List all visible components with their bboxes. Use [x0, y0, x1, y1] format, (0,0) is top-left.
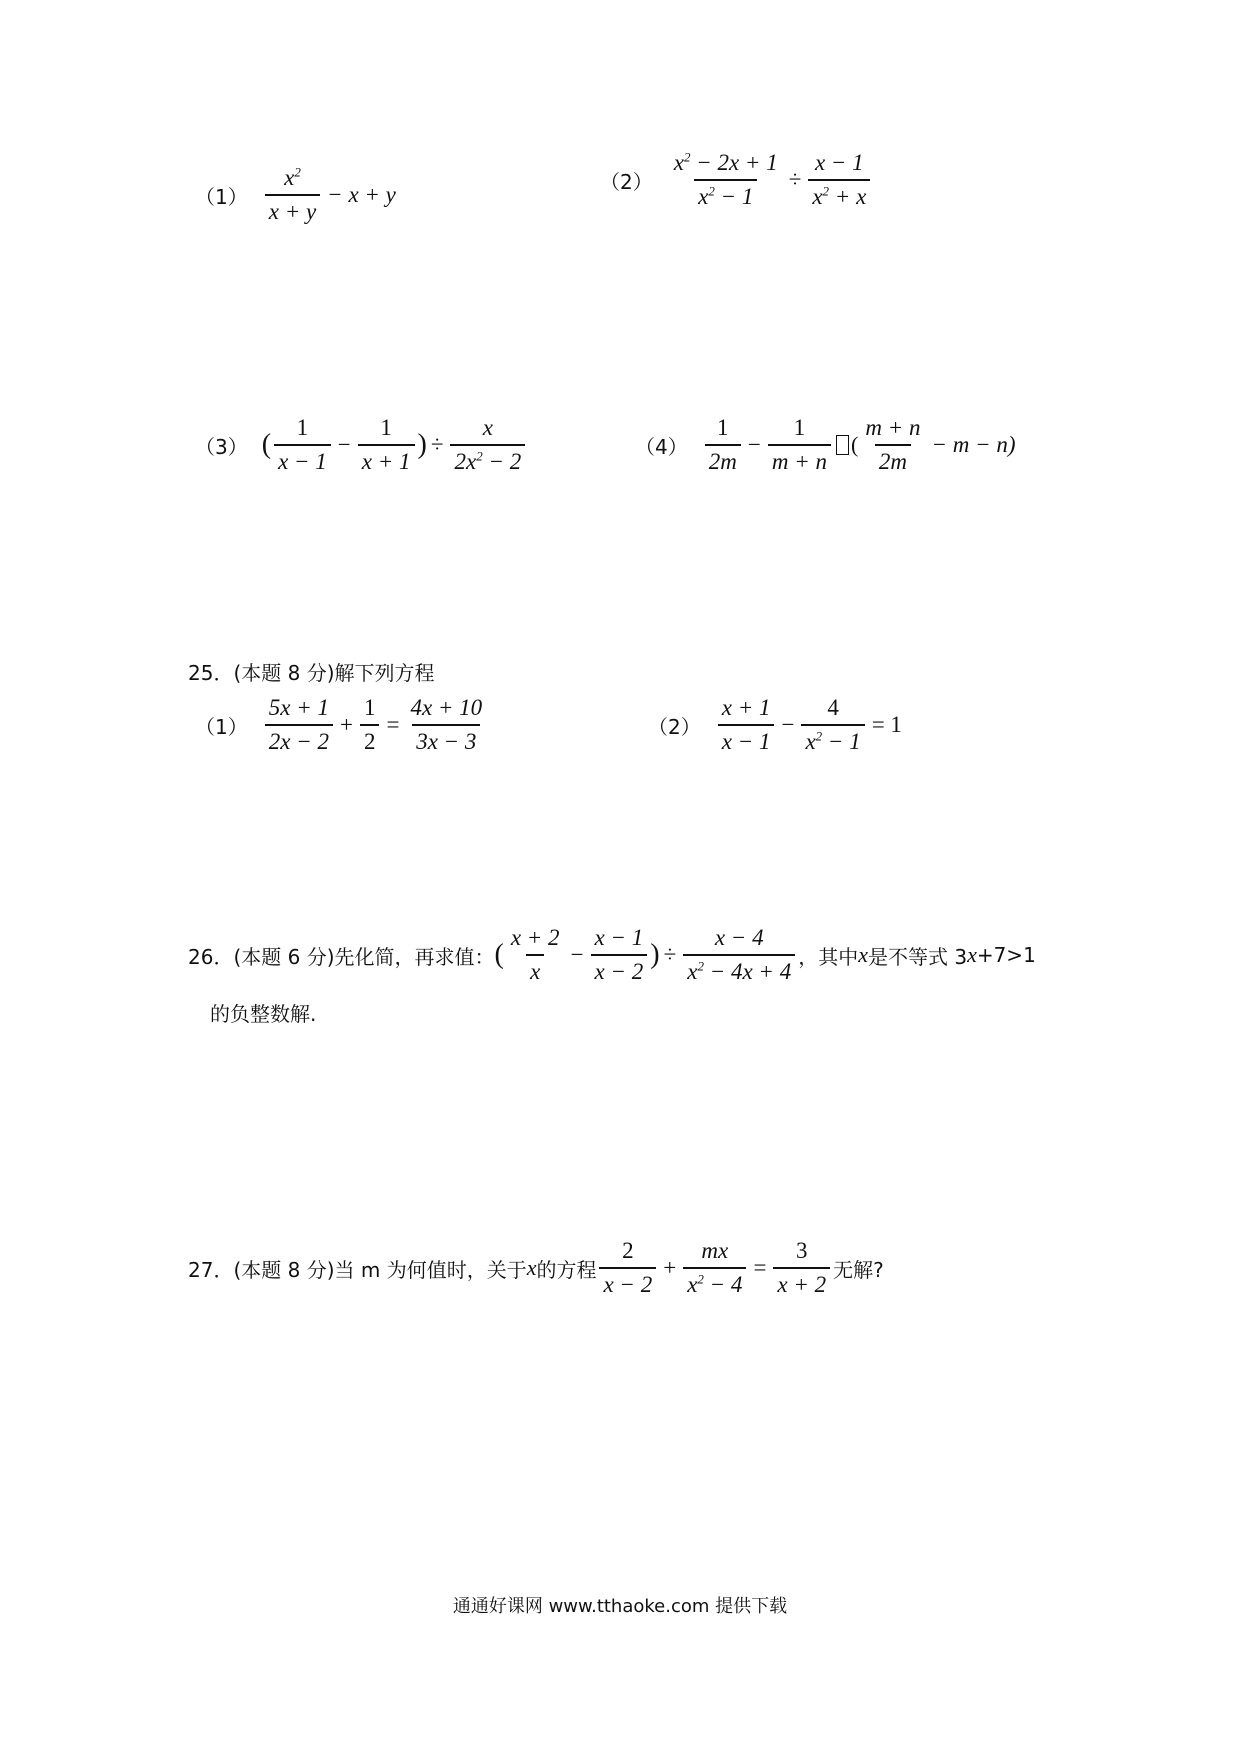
fraction: $\frac{x - 4}{x^2 - 4x + 4}$ — [683, 925, 795, 986]
problem-25-2: （2） $\frac{x + 1}{x - 1}$ − $\frac{4}{x^2 - 1}$ = 1 — [648, 695, 902, 755]
fraction: $\frac{1}{2}$ — [360, 695, 380, 756]
question-26-line2: 的负整数解. — [210, 1002, 317, 1026]
problem-label: （1） — [195, 184, 248, 209]
problem-label: （2） — [600, 169, 653, 194]
problem-label: （1） — [195, 714, 248, 739]
problem-24-1 — [195, 165, 400, 226]
problem-24-3: （3） ( $\frac{1}{x - 1}$ − $\frac{1}{x + 1}$ ) ÷ $\frac{x}{2x^2 - 2}$ — [195, 415, 528, 476]
question-25-title: 25．(本题 8 分)解下列方程 — [188, 661, 435, 685]
fraction: $\frac{x + 1}{x - 1}$ — [718, 695, 775, 756]
fraction: $\frac{x^2}{x + y}$ — [265, 165, 320, 226]
fraction: $\frac{1}{x + 1}$ — [358, 415, 415, 476]
fraction: $\frac{mx}{x^2 - 4}$ — [683, 1238, 746, 1299]
divide-operator: ÷ — [430, 432, 444, 458]
fraction: $\frac{x + 2}{x}$ — [510, 925, 560, 985]
problem-25-1: （1） $\frac{5x + 1}{2x - 2}$ + $\frac{1}{2}$ = $\frac{4x + 10}{3x - 3}$ — [195, 695, 489, 756]
fraction: $\frac{5x + 1}{2x - 2}$ — [265, 695, 333, 756]
divide-operator: ÷ — [788, 167, 802, 193]
problem-24-2 — [600, 150, 873, 211]
placeholder-box-icon — [836, 435, 849, 455]
fraction: $\frac{4x + 10}{3x - 3}$ — [410, 695, 483, 755]
fraction: $\frac{1}{2m}$ — [705, 415, 741, 476]
fraction: $\frac{3}{x + 2}$ — [773, 1238, 830, 1299]
problem-24-4: （4） $\frac{1}{2m}$ − $\frac{1}{m + n}$ ( $\frac{m + n}{2m}$ − m − n) — [635, 415, 1016, 475]
question-27: 27．(本题 8 分)当 m 为何值时，关于 x 的方程 $\frac{2}{x - 2}$ + $\frac{mx}{x^2 - 4}$ = $\frac{3}{x + 2}$ 无解? — [188, 1238, 884, 1298]
question-27-prefix: 27．(本题 8 分)当 m 为何值时，关于 — [188, 1257, 527, 1282]
fraction: $\frac{1}{m + n}$ — [768, 415, 831, 476]
expression-tail: − x + y — [327, 182, 396, 208]
fraction: $\frac{x^2 - 2x + 1}{x^2 - 1}$ — [673, 149, 778, 210]
fraction: $\frac{4}{x^2 - 1}$ — [801, 695, 864, 756]
question-26-prefix: 26．(本题 6 分)先化简，再求值： — [188, 944, 495, 969]
problem-label: （3） — [195, 434, 248, 459]
fraction: $\frac{2}{x - 2}$ — [599, 1238, 656, 1299]
fraction: $\frac{1}{x - 1}$ — [274, 415, 331, 476]
fraction: $\frac{m + n}{2m}$ — [865, 415, 921, 475]
problem-label: （4） — [635, 434, 688, 459]
fraction: $\frac{x - 1}{x - 2}$ — [591, 925, 648, 986]
question-26: 26．(本题 6 分)先化简，再求值： ( $\frac{x + 2}{x}$ − $\frac{x - 1}{x - 2}$ ) ÷ $\frac{x - 4}{x^2 - 4x + 4}$ ，其中 x 是不等式 3 x +7>1 — [188, 925, 1036, 985]
fraction: $\frac{x}{2x^2 - 2}$ — [450, 415, 525, 476]
page-footer: 通通好课网 www.tthaoke.com 提供下载 — [452, 1596, 788, 1617]
problem-label: （2） — [648, 714, 701, 739]
fraction: $\frac{x - 1}{x^2 + x}$ — [808, 150, 870, 211]
